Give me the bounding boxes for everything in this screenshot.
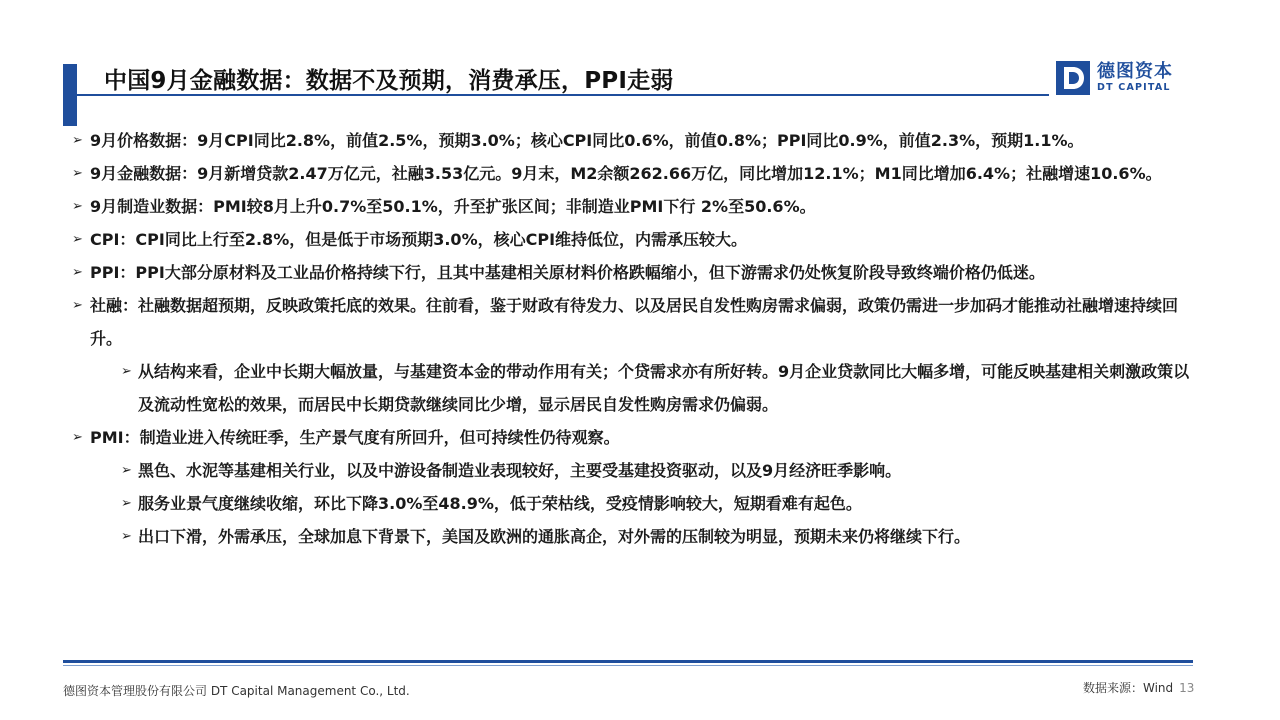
sub-bullet-services — [72, 487, 1202, 520]
bullet-text: CPI：CPI同比上行至2.8%，但是低于市场预期3.0%，核心CPI维持低位，内需承压较大。 — [90, 230, 748, 249]
arrow-bullet-icon: ➢ — [121, 529, 132, 544]
bullet-text: 社融：社融数据超预期，反映政策托底的效果。往前看，鉴于财政有待发力、以及居民自发性购房需求偏弱，政策仍需进一步加码才能推动社融增速持续回升。 — [90, 296, 1179, 348]
bullet-price-data — [72, 124, 1202, 157]
footer-divider — [63, 660, 1193, 663]
logo-english-name: DT CAPITAL — [1097, 82, 1171, 93]
bullet-text: 9月价格数据：9月CPI同比2.8%，前值2.5%，预期3.0%；核心CPI同比0.6%，前值0.8%；PPI同比0.9%，前值2.3%，预期1.1%。 — [90, 131, 1084, 150]
arrow-bullet-icon: ➢ — [72, 430, 83, 445]
footer-divider-thin — [63, 665, 1193, 666]
bullet-list — [72, 124, 1202, 553]
bullet-text: PMI：制造业进入传统旺季，生产景气度有所回升，但可持续性仍待观察。 — [90, 428, 620, 447]
page-number: 13 — [1179, 681, 1195, 695]
bullet-cpi — [72, 223, 1202, 256]
arrow-bullet-icon: ➢ — [121, 496, 132, 511]
logo-chinese-name: 德图资本 — [1097, 61, 1173, 82]
bullet-text: PPI：PPI大部分原材料及工业品价格持续下行，且其中基建相关原材料价格跌幅缩小，但下游需求仍处恢复阶段导致终端价格仍低迷。 — [90, 263, 1045, 282]
footer-source — [1083, 679, 1194, 696]
company-logo — [1055, 60, 1173, 96]
sub-bullet-infrastructure — [72, 454, 1202, 487]
sub-bullet-exports — [72, 520, 1202, 553]
title-underline — [77, 94, 1049, 96]
data-source-text: 数据来源：Wind — [1083, 681, 1174, 695]
title-accent-bar — [63, 64, 77, 126]
bullet-social-financing — [72, 289, 1202, 355]
bullet-text: 出口下滑，外需承压，全球加息下背景下，美国及欧洲的通胀高企，对外需的压制较为明显，预期未来仍将继续下行。 — [138, 527, 971, 546]
arrow-bullet-icon: ➢ — [72, 166, 83, 181]
bullet-text: 从结构来看，企业中长期大幅放量，与基建资本金的带动作用有关；个贷需求亦有所好转。9月企业贷款同比大幅多增，可能反映基建相关刺激政策以及流动性宽松的效果，而居民中长期贷款继续同比少增，显示居民自发性购房需求仍偏弱。 — [138, 362, 1190, 414]
arrow-bullet-icon: ➢ — [72, 133, 83, 148]
arrow-bullet-icon: ➢ — [72, 298, 83, 313]
arrow-bullet-icon: ➢ — [121, 463, 132, 478]
bullet-text: 服务业景气度继续收缩，环比下降3.0%至48.9%，低于荣枯线，受疫情影响较大，短期看难有起色。 — [138, 494, 862, 513]
bullet-pmi — [72, 421, 1202, 454]
bullet-text: 9月金融数据：9月新增贷款2.47万亿元，社融3.53亿元。9月末，M2余额262.66万亿，同比增加12.1%；M1同比增加6.4%；社融增速10.6%。 — [90, 164, 1162, 183]
footer-company-name: 德图资本管理股份有限公司 DT Capital Management Co., Ltd. — [63, 684, 410, 698]
bullet-ppi — [72, 256, 1202, 289]
arrow-bullet-icon: ➢ — [72, 265, 83, 280]
arrow-bullet-icon: ➢ — [121, 364, 132, 379]
bullet-text: 黑色、水泥等基建相关行业，以及中游设备制造业表现较好，主要受基建投资驱动，以及9月经济旺季影响。 — [138, 461, 902, 480]
arrow-bullet-icon: ➢ — [72, 199, 83, 214]
bullet-text: 9月制造业数据：PMI较8月上升0.7%至50.1%，升至扩张区间；非制造业PMI下行 2%至50.6%。 — [90, 197, 816, 216]
bullet-financial-data — [72, 157, 1202, 190]
sub-bullet-structure — [72, 355, 1202, 421]
arrow-bullet-icon: ➢ — [72, 232, 83, 247]
page-title: 中国9月金融数据：数据不及预期，消费承压，PPI走弱 — [104, 68, 674, 94]
dt-logo-icon — [1055, 60, 1091, 96]
bullet-manufacturing-data — [72, 190, 1202, 223]
